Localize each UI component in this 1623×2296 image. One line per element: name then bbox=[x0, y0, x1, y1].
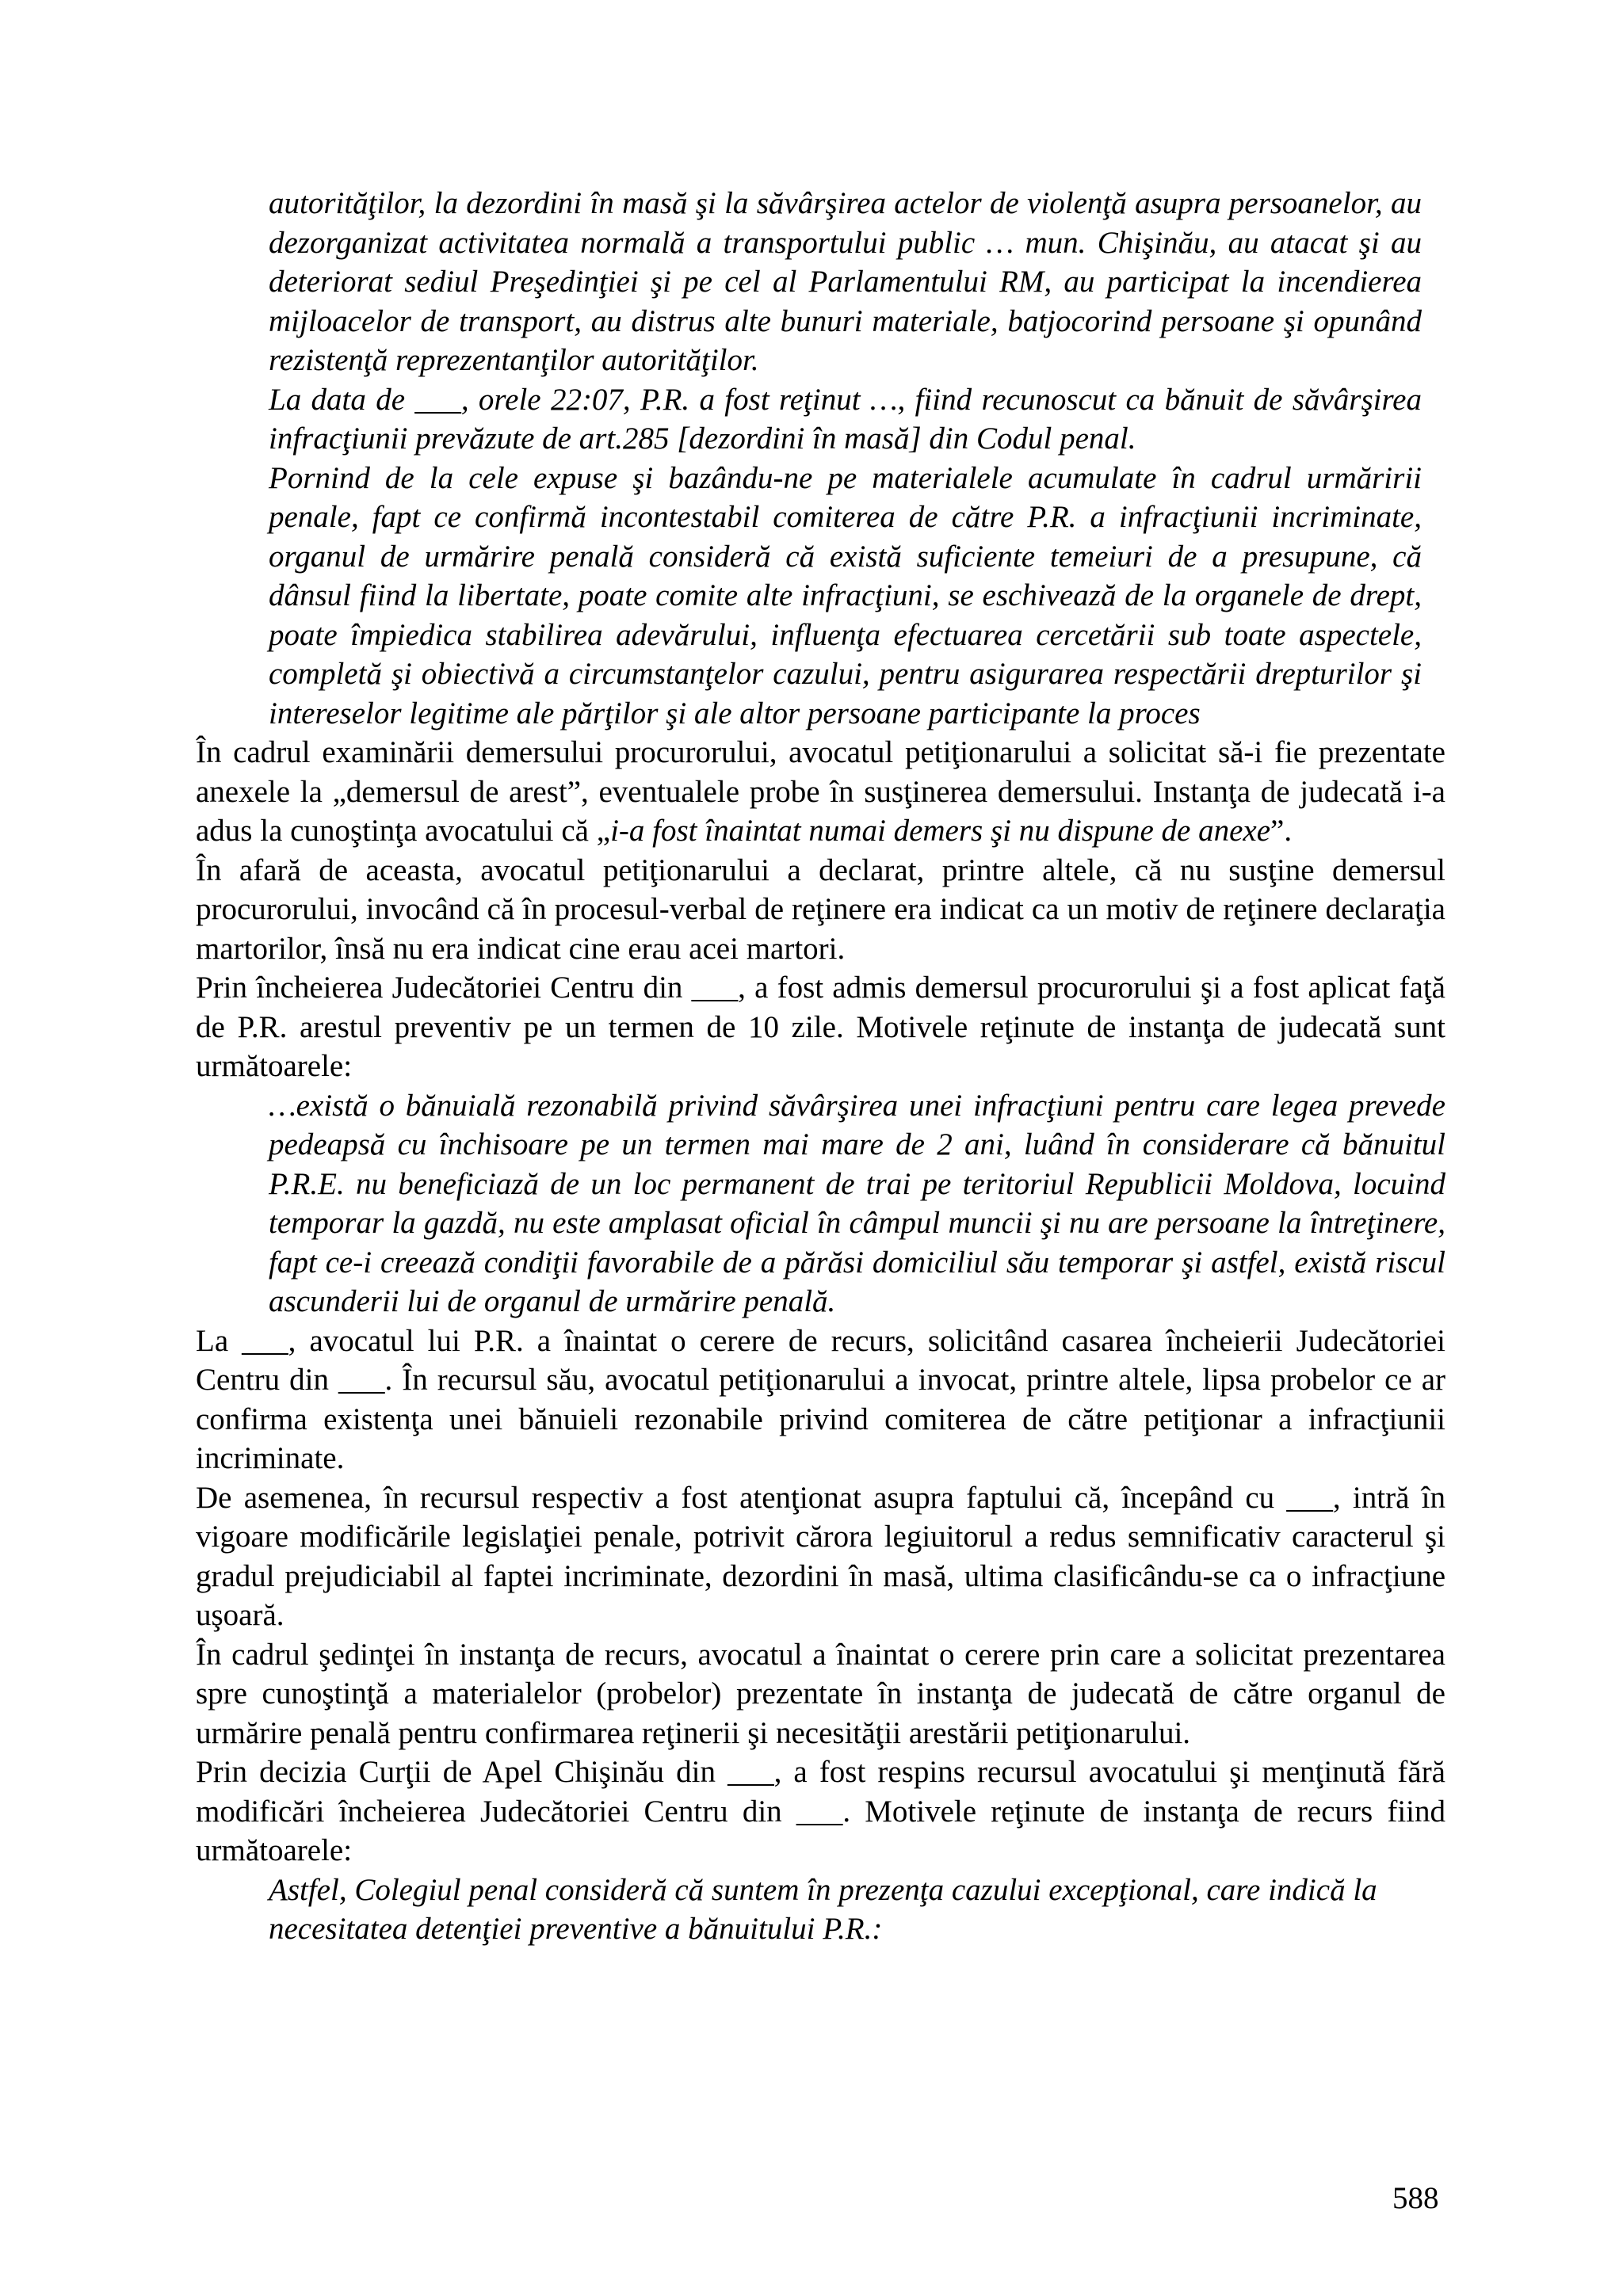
body-paragraph: De asemenea, în recursul respectiv a fost atenţionat asupra faptului că, începând cu ___, intră în vigoare modificările legislaţiei penale, potrivit cărora legiuitorul a redus semnificativ caracterul şi gradul prejudiciabil al faptei incriminate, dezordini în masă, ultima clasificându-se ca o infracţiune uşoară. bbox=[196, 1480, 1445, 1632]
document-body bbox=[196, 184, 1445, 1949]
paragraph-text: ”. bbox=[1270, 814, 1293, 848]
body-paragraph: La ___, avocatul lui P.R. a înaintat o cerere de recurs, solicitând casarea încheierii Judecătoriei Centru din ___. În recursul său, avocatul petiţionarului a invocat, printre altele, lipsa probelor ce ar confirma existenţa unei bănuieli rezonabile privind comiterea de către petiţionar a infracţiunii incriminate. bbox=[196, 1323, 1445, 1475]
quote-paragraph: …există o bănuială rezonabilă privind săvârşirea unei infracţiuni pentru care legea prevede pedeapsă cu închisoare pe un termen mai mare de 2 ani, luând în considerare că bănuitul P.R.E. nu beneficiază de un loc permanent de trai pe teritoriul Republicii Moldova, locuind temporar la gazdă, nu este amplasat oficial în câmpul muncii şi nu are persoane la întreţinere, fapt ce-i creează condiţii favorabile de a părăsi domiciliul său temporar şi astfel, există riscul ascunderii lui de organul de urmărire penală. bbox=[269, 1088, 1445, 1318]
quoted-court-reasons bbox=[269, 1086, 1445, 1322]
body-paragraph: În cadrul şedinţei în instanţa de recurs, avocatul a înaintat o cerere prin care a solicitat prezentarea spre cunoştinţă a materialelor (probelor) prezentate în instanţa de judecată de către organul de urmărire penală pentru confirmarea reţinerii şi necesităţii arestării petiţionarului. bbox=[196, 1637, 1445, 1750]
body-paragraph: Prin decizia Curţii de Apel Chişinău din ___, a fost respins recursul avocatului şi menţinută fără modificări încheierea Judecătoriei Centru din ___. Motivele reţinute de instanţa de recurs fiind următoarele: bbox=[196, 1755, 1445, 1867]
body-paragraph: Prin încheierea Judecătoriei Centru din ___, a fost admis demersul procurorului şi a fost aplicat faţă de P.R. arestul preventiv pe un termen de 10 zile. Motivele reţinute de instanţa de judecată sunt următoarele: bbox=[196, 971, 1445, 1083]
quoted-prosecutor-motion bbox=[269, 184, 1422, 733]
quote-paragraph: La data de ___, orele 22:07, P.R. a fost reţinut …, fiind recunoscut ca bănuit de săvârşirea infracţiunii prevăzute de art.285 [dezordini în masă] din Codul penal. bbox=[269, 382, 1422, 456]
page-number: 588 bbox=[1392, 2181, 1439, 2215]
body-paragraph: În afară de aceasta, avocatul petiţionarului a declarat, printre altele, că nu susţine demersul procurorului, invocând că în procesul-verbal de reţinere era indicat ca un motiv de reţinere declaraţia martorilor, însă nu era indicat cine erau acei martori. bbox=[196, 852, 1445, 966]
quote-paragraph: autorităţilor, la dezordini în masă şi la săvârşirea actelor de violenţă asupra persoanelor, au dezorganizat activitatea normală a transportului public … mun. Chişinău, au atacat şi au deteriorat sediul Preşedinţiei şi pe cel al Parlamentului RM, au participat la incendierea mijloacelor de transport, au distrus alte bunuri materiale, batjocorind persoane şi opunând rezistenţă reprezentanţilor autorităţilor. bbox=[269, 186, 1422, 377]
quote-paragraph: Astfel, Colegiul penal consideră că suntem în prezenţa cazului excepţional, care indică la necesitatea detenţiei preventive a bănuitului P.R.: bbox=[269, 1872, 1377, 1946]
quoted-appeal-reasons bbox=[269, 1871, 1422, 1949]
quote-paragraph: Pornind de la cele expuse şi bazându-ne pe materialele acumulate în cadrul urmăririi penale, fapt ce confirmă incontestabil comiterea de către P.R. a infracţiunii incriminate, organul de urmărire penală consideră că există suficiente temeiuri de a presupune, că dânsul fiind la libertate, poate comite alte infracţiuni, se eschivează de la organele de drept, poate împiedica stabilirea adevărului, influenţa efectuarea cercetării sub toate aspectele, completă şi obiectivă a circumstanţelor cazului, pentru asigurarea respectării drepturilor şi intereselor legitime ale părţilor şi ale altor persoane participante la proces bbox=[269, 460, 1422, 730]
paragraph-text: În cadrul examinării demersului procurorului, avocatul petiţionarului a solicitat să-i fie prezentate anexele la „demersul de arest”, eventualele probe în susţinerea demersului. Instanţa de judecată i-a adus la cunoştinţa avocatului că „ bbox=[196, 735, 1445, 848]
paragraph-italic-text: i-a fost înaintat numai demers şi nu dispune de anexe bbox=[610, 814, 1271, 848]
body-paragraph bbox=[196, 733, 1445, 851]
